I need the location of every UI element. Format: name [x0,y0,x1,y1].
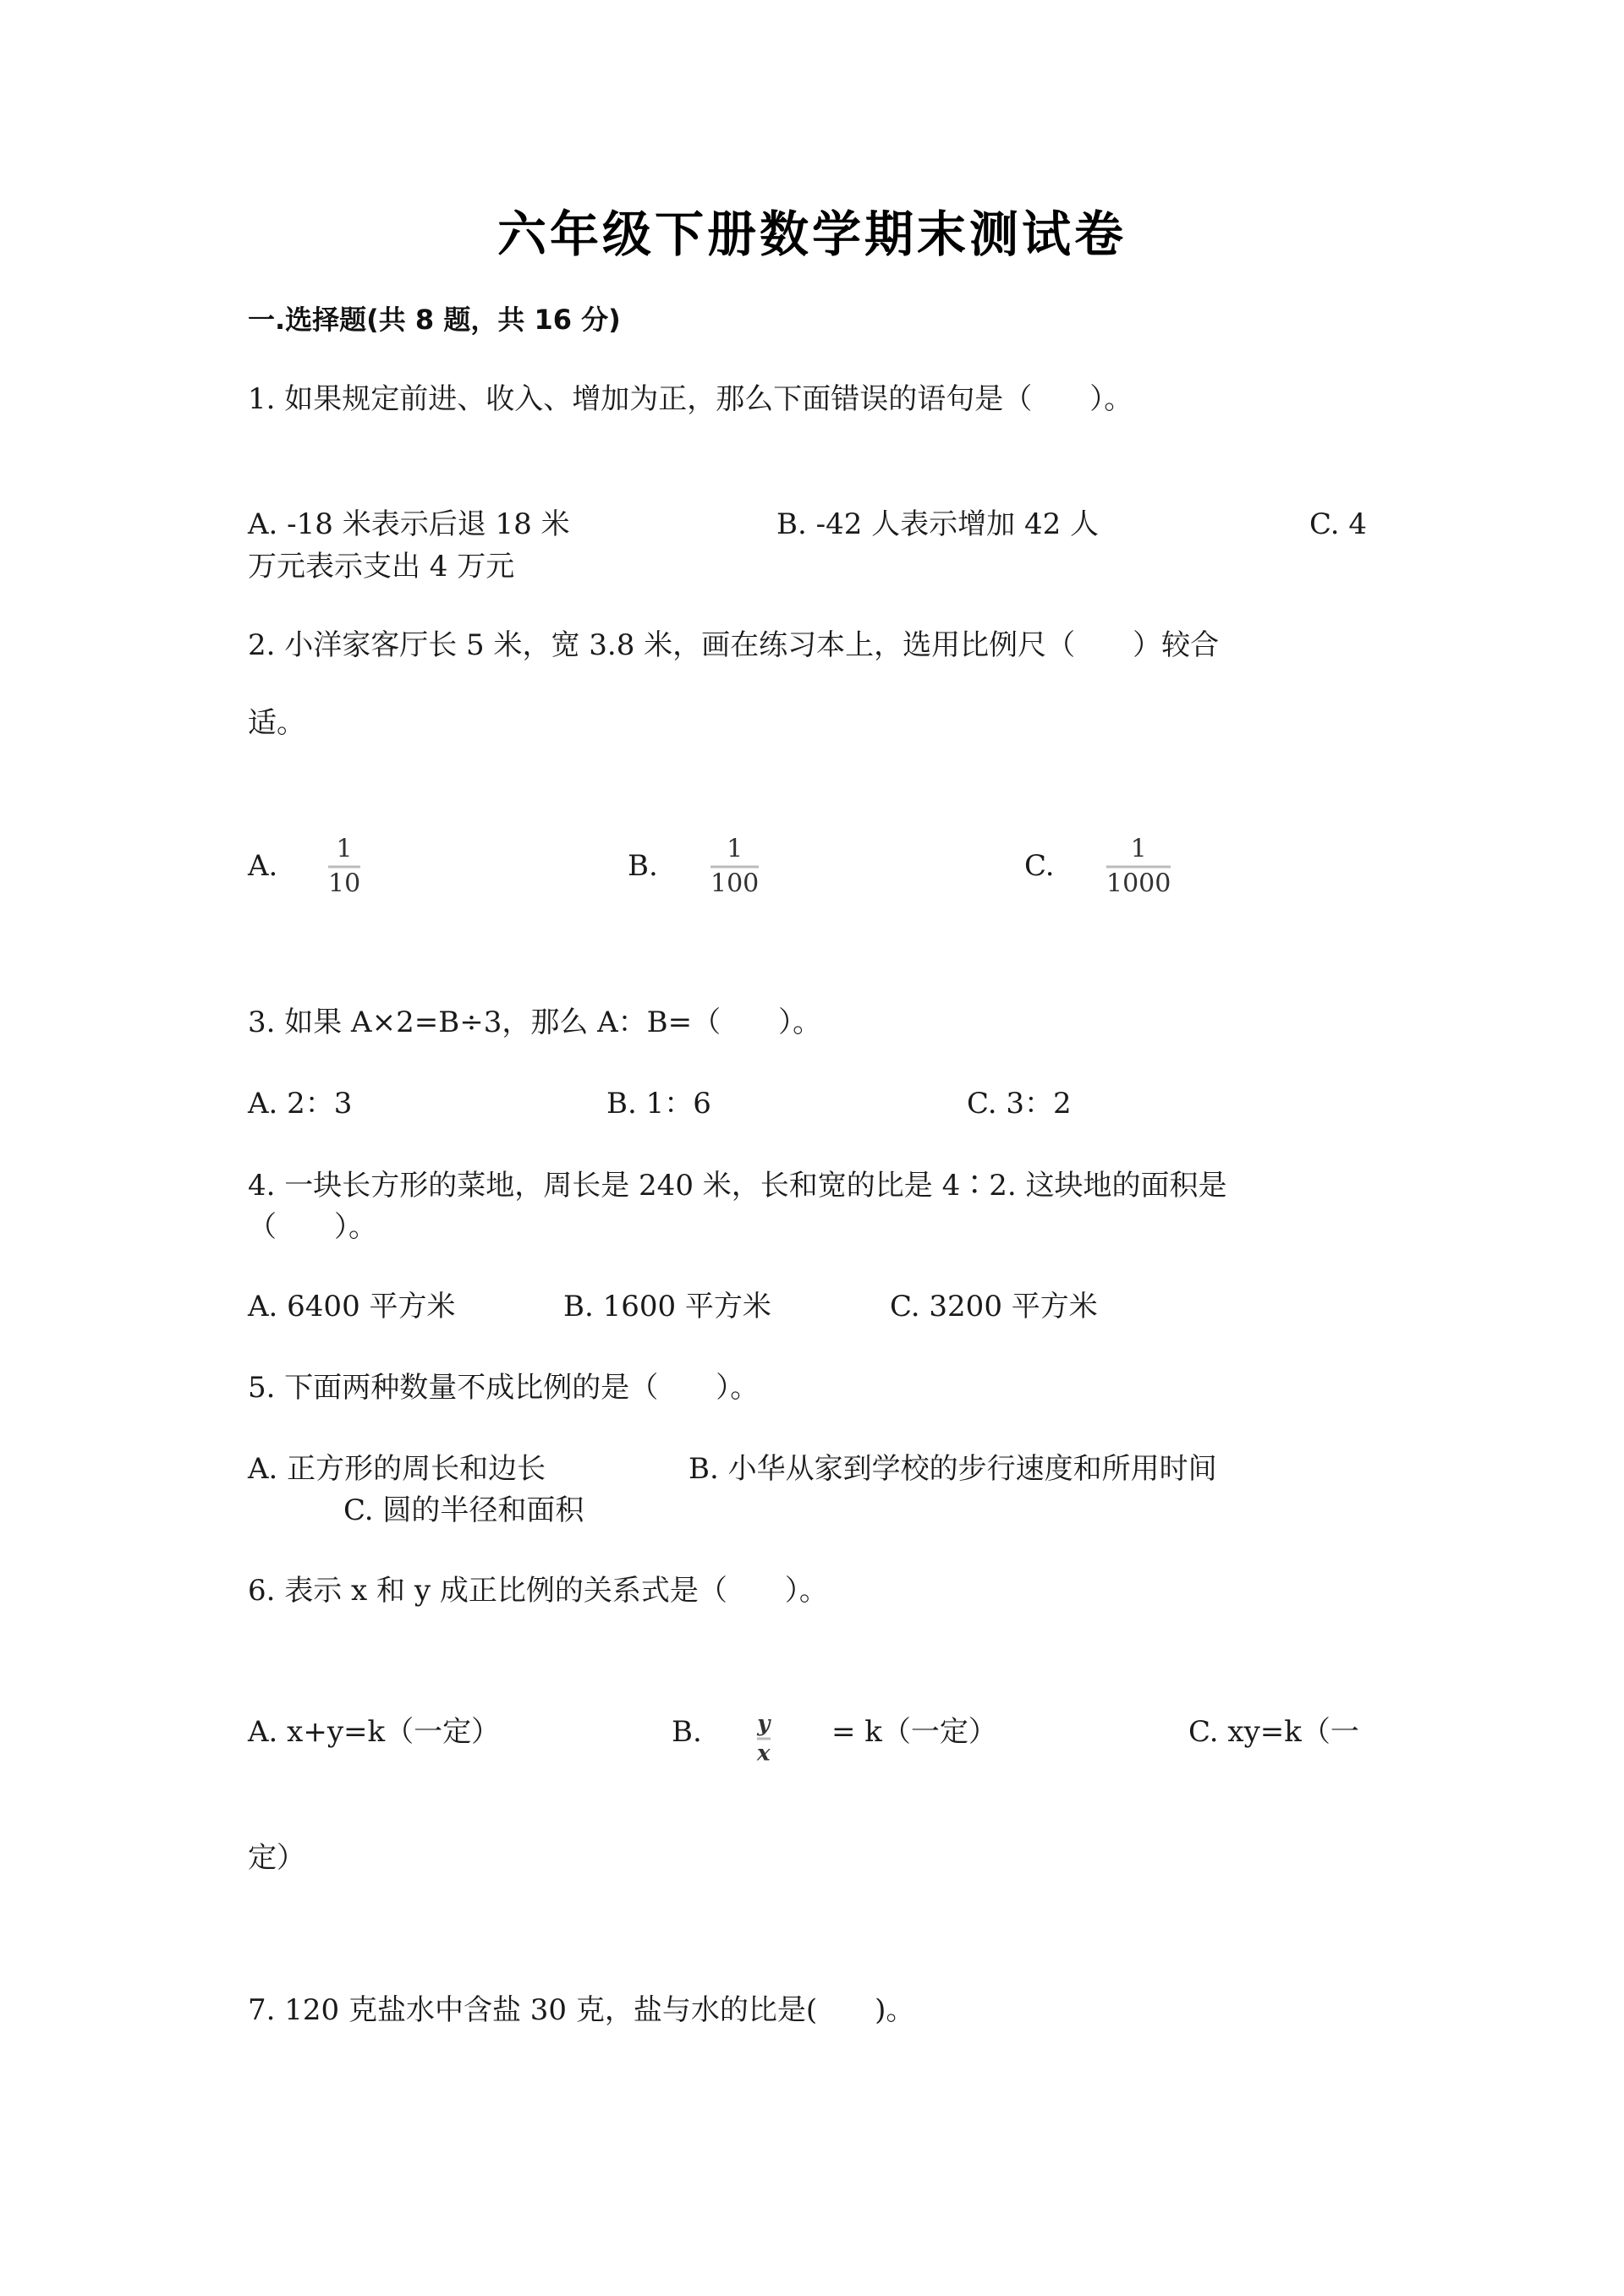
question-5-text: 5. 下面两种数量不成比例的是（ ）。 [248,1371,760,1405]
question-4-option-a: A. 6400 平方米 [248,1290,456,1323]
question-6-option-a: A. x+y=k（一定） [248,1715,501,1749]
question-2-option-c-label: C. [1024,849,1055,883]
fraction-bar [710,866,759,869]
denominator: 1000 [1106,869,1171,899]
numerator: 1 [727,834,743,864]
numerator: 1 [1130,834,1147,864]
question-4-option-b: B. 1600 平方米 [563,1290,771,1323]
question-6-option-b-label: B. [672,1715,702,1749]
fraction-bar [328,866,360,869]
denominator: x [757,1740,771,1767]
question-2-option-a-label: A. [248,849,278,883]
question-6-option-c-continued: 定） [248,1841,305,1875]
denominator: 10 [328,869,361,899]
question-4-text-continued: （ ）。 [248,1210,377,1244]
question-2-option-c-fraction [1106,836,1171,899]
question-5-option-a: A. 正方形的周长和边长 [248,1452,546,1486]
question-1-text: 1. 如果规定前进、收入、增加为正，那么下面错误的语句是（ ）。 [248,382,1133,416]
question-6-option-b-fraction [757,1712,771,1766]
question-2-option-a-fraction [328,836,360,899]
question-1-option-b: B. -42 人表示增加 42 人 [776,507,1100,541]
question-2-option-b-fraction [710,836,759,899]
question-4-option-c: C. 3200 平方米 [890,1290,1098,1323]
question-6-option-b-equation: = k（一定） [831,1715,997,1749]
denominator: 100 [710,869,760,899]
fraction-bar [757,1738,771,1740]
question-3-option-c: C. 3：2 [967,1087,1072,1121]
question-5-option-b: B. 小华从家到学校的步行速度和所用时间 [689,1452,1217,1486]
question-2-text-continued: 适。 [248,706,305,740]
question-7-text: 7. 120 克盐水中含盐 30 克，盐与水的比是( )。 [248,1993,915,2027]
question-4-text: 4. 一块长方形的菜地，周长是 240 米，长和宽的比是 4∶2. 这块地的面积是 [248,1169,1227,1203]
question-2-text: 2. 小洋家客厅长 5 米，宽 3.8 米，画在练习本上，选用比例尺（ ）较合 [248,628,1220,662]
page-title: 六年级下册数学期末测试卷 [497,205,1127,263]
question-1-option-c-continued: 万元表示支出 4 万元 [248,550,515,584]
section-heading: 一.选择题(共 8 题，共 16 分) [248,304,621,336]
numerator: y [757,1711,771,1737]
question-5-option-c: C. 圆的半径和面积 [343,1493,584,1527]
numerator: 1 [336,834,353,864]
question-1-option-c: C. 4 [1309,507,1368,541]
fraction-bar [1106,866,1171,869]
question-3-text: 3. 如果 A×2=B÷3，那么 A：B=（ ）。 [248,1006,822,1039]
question-6-text: 6. 表示 x 和 y 成正比例的关系式是（ ）。 [248,1574,828,1608]
question-1-option-a: A. -18 米表示后退 18 米 [248,507,570,541]
question-2-option-b-label: B. [628,849,658,883]
question-3-option-b: B. 1：6 [606,1087,711,1121]
question-6-option-c: C. xy=k（一 [1188,1715,1359,1749]
question-3-option-a: A. 2：3 [248,1087,353,1121]
